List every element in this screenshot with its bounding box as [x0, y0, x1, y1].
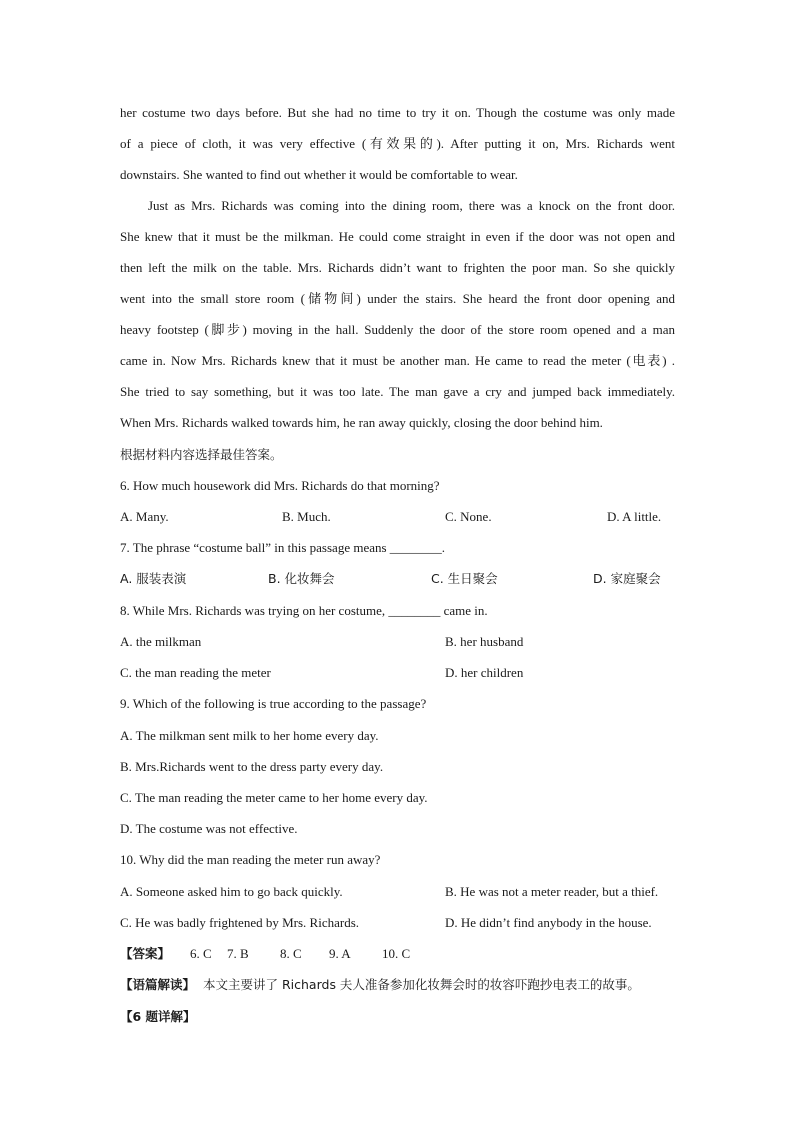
question-10-stem: 10. Why did the man reading the meter run away? [120, 852, 381, 867]
question-6-option-a: A. Many. [120, 509, 169, 524]
passage-line: went into the small store room (储物间) under the stairs. She heard the front door opening and [120, 291, 675, 306]
answer-item: 7. B [227, 946, 249, 961]
question-6-option-c: C. None. [445, 509, 492, 524]
instruction-text: 根据材料内容选择最佳答案。 [120, 447, 283, 462]
question-8-option-c: C. the man reading the meter [120, 665, 271, 680]
passage-line: heavy footstep (脚步) moving in the hall. Suddenly the door of the store room opened and a man [120, 322, 675, 337]
question-9-option-c: C. The man reading the meter came to her home every day. [120, 790, 428, 805]
answer-item: 8. C [280, 946, 302, 961]
question-8-option-a: A. the milkman [120, 634, 202, 649]
answer-item: 9. A [329, 946, 351, 961]
detail-heading: 【6 题详解】 [120, 1009, 196, 1024]
passage-line: When Mrs. Richards walked towards him, he ran away quickly, closing the door behind him. [120, 415, 603, 430]
question-8-option-d: D. her children [445, 665, 524, 680]
question-7-option-d: D. 家庭聚会 [593, 571, 661, 586]
question-10-option-c: C. He was badly frightened by Mrs. Richards. [120, 915, 360, 930]
question-9-option-d: D. The costume was not effective. [120, 821, 298, 836]
passage-line: of a piece of cloth, it was very effective (有效果的). After putting it on, Mrs. Richards went [120, 136, 675, 151]
question-10-option-b: B. He was not a meter reader, but a thief. [445, 884, 659, 899]
passage-line: her costume two days before. But she had no time to try it on. Though the costume was only made [120, 105, 675, 120]
passage-line: came in. Now Mrs. Richards knew that it must be another man. He came to read the meter (电表) . [120, 353, 675, 368]
question-10-option-a: A. Someone asked him to go back quickly. [120, 884, 343, 899]
question-7-option-a: A. 服装表演 [120, 571, 187, 586]
question-9-option-a: A. The milkman sent milk to her home every day. [120, 728, 379, 743]
question-7-stem: 7. The phrase “costume ball” in this passage means ________. [120, 540, 446, 555]
analysis-label: 【语篇解读】 [120, 977, 196, 992]
question-7-option-c: C. 生日聚会 [431, 571, 498, 586]
passage-line: then left the milk on the table. Mrs. Richards didn’t want to frighten the poor man. So she quickly [120, 260, 675, 275]
question-9-stem: 9. Which of the following is true according to the passage? [120, 696, 427, 711]
passage-line: Just as Mrs. Richards was coming into the dining room, there was a knock on the front door. [148, 198, 675, 213]
question-6-stem: 6. How much housework did Mrs. Richards do that morning? [120, 478, 440, 493]
question-10-option-d: D. He didn’t find anybody in the house. [445, 915, 652, 930]
passage-line: She tried to say something, but it was too late. The man gave a cry and jumped back immediately. [120, 384, 675, 399]
question-6-option-b: B. Much. [282, 509, 331, 524]
passage-line: She knew that it must be the milkman. He could come straight in even if the door was not open and [120, 229, 675, 244]
question-9-option-b: B. Mrs.Richards went to the dress party every day. [120, 759, 384, 774]
question-8-option-b: B. her husband [445, 634, 524, 649]
passage-line: downstairs. She wanted to find out whether it would be comfortable to wear. [120, 167, 518, 182]
answer-label: 【答案】 [120, 946, 171, 961]
answer-item: 6. C [190, 946, 212, 961]
analysis-text: 本文主要讲了 Richards 夫人准备参加化妆舞会时的妆容吓跑抄电表工的故事。 [203, 977, 640, 992]
answer-item: 10. C [382, 946, 411, 961]
question-7-option-b: B. 化妆舞会 [268, 571, 335, 586]
question-8-stem: 8. While Mrs. Richards was trying on her costume, ________ came in. [120, 603, 488, 618]
question-6-option-d: D. A little. [607, 509, 662, 524]
